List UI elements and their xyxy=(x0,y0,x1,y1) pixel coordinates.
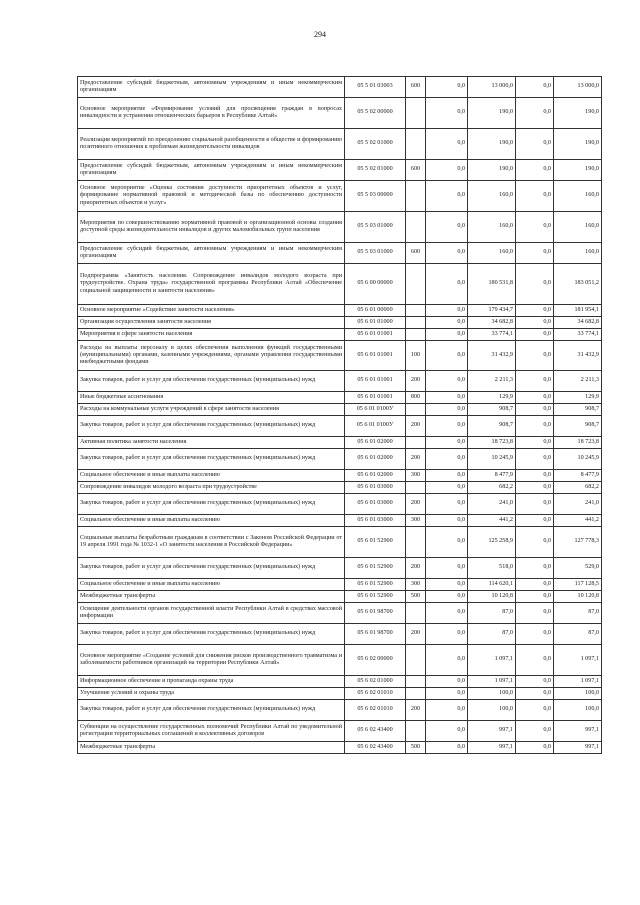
cell-code: 05 6 02 00000 xyxy=(345,645,406,676)
cell-v2: 190,0 xyxy=(468,129,516,160)
cell-v3: 0,0 xyxy=(516,603,554,624)
table-row xyxy=(78,470,602,482)
cell-v3: 0,0 xyxy=(516,470,554,482)
cell-name: Организация осуществления занятости населения xyxy=(78,317,345,329)
cell-vr: 600 xyxy=(406,243,426,264)
cell-vr: 200 xyxy=(406,416,426,437)
cell-v1: 0,0 xyxy=(426,329,468,341)
cell-vr xyxy=(406,305,426,317)
cell-v2: 100,0 xyxy=(468,688,516,700)
table-row xyxy=(78,329,602,341)
cell-code: 05 6 01 01001 xyxy=(345,329,406,341)
table-row xyxy=(78,437,602,449)
cell-code: 05 5 02 01000 xyxy=(345,129,406,160)
cell-vr xyxy=(406,676,426,688)
cell-v1: 0,0 xyxy=(426,449,468,470)
cell-name: Закупка товаров, работ и услуг для обеспечения государственных (муниципальных) нужд xyxy=(78,558,345,579)
cell-v3: 0,0 xyxy=(516,676,554,688)
table-row xyxy=(78,181,602,212)
cell-vr xyxy=(406,482,426,494)
cell-code: 05 5 02 00000 xyxy=(345,98,406,129)
cell-v3: 0,0 xyxy=(516,264,554,305)
cell-v1: 0,0 xyxy=(426,317,468,329)
cell-v4: 529,0 xyxy=(554,558,602,579)
cell-v4: 160,0 xyxy=(554,181,602,212)
cell-code: 05 6 01 98700 xyxy=(345,603,406,624)
cell-v3: 0,0 xyxy=(516,515,554,527)
cell-vr: 100 xyxy=(406,341,426,371)
cell-v2: 87,0 xyxy=(468,624,516,645)
cell-v1: 0,0 xyxy=(426,77,468,98)
cell-name: Субвенции на осуществление государственных полномочий Республики Алтай по уведомительной регистрации территориальных соглашений и коллективных договоров xyxy=(78,721,345,742)
cell-v4: 190,0 xyxy=(554,129,602,160)
cell-v2: 160,0 xyxy=(468,243,516,264)
cell-v2: 114 620,1 xyxy=(468,579,516,591)
cell-v3: 0,0 xyxy=(516,624,554,645)
cell-v2: 100,0 xyxy=(468,700,516,721)
cell-name: Реализация мероприятий по преодолению социальной разобщенности в обществе и формированию позитивного отношения к проблемам жизнедеятельности инвалидов xyxy=(78,129,345,160)
table-row xyxy=(78,527,602,558)
table-row xyxy=(78,160,602,181)
cell-v3: 0,0 xyxy=(516,160,554,181)
cell-v1: 0,0 xyxy=(426,470,468,482)
table-row xyxy=(78,676,602,688)
cell-code: 05 6 01 98700 xyxy=(345,624,406,645)
table-row xyxy=(78,212,602,243)
cell-v1: 0,0 xyxy=(426,645,468,676)
page-number: 294 xyxy=(314,30,326,39)
cell-v2: 682,2 xyxy=(468,482,516,494)
cell-code: 05 6 01 03000 xyxy=(345,515,406,527)
cell-v1: 0,0 xyxy=(426,579,468,591)
table-row xyxy=(78,579,602,591)
cell-v3: 0,0 xyxy=(516,437,554,449)
table-row xyxy=(78,305,602,317)
cell-v3: 0,0 xyxy=(516,494,554,515)
cell-v1: 0,0 xyxy=(426,212,468,243)
cell-v4: 190,0 xyxy=(554,160,602,181)
cell-v4: 10 120,8 xyxy=(554,591,602,603)
cell-v2: 13 000,0 xyxy=(468,77,516,98)
cell-vr: 200 xyxy=(406,558,426,579)
cell-v4: 908,7 xyxy=(554,416,602,437)
cell-v3: 0,0 xyxy=(516,129,554,160)
cell-v1: 0,0 xyxy=(426,482,468,494)
cell-v1: 0,0 xyxy=(426,624,468,645)
table-row xyxy=(78,98,602,129)
cell-name: Закупка товаров, работ и услуг для обеспечения государственных (муниципальных) нужд xyxy=(78,624,345,645)
cell-vr xyxy=(406,404,426,416)
cell-vr xyxy=(406,688,426,700)
cell-vr xyxy=(406,264,426,305)
cell-name: Освещение деятельности органов государственной власти Республики Алтай в средствах массовой информации xyxy=(78,603,345,624)
cell-v4: 190,0 xyxy=(554,98,602,129)
cell-v3: 0,0 xyxy=(516,371,554,392)
cell-v1: 0,0 xyxy=(426,515,468,527)
cell-vr: 300 xyxy=(406,515,426,527)
cell-v4: 183 051,2 xyxy=(554,264,602,305)
cell-v1: 0,0 xyxy=(426,603,468,624)
cell-v3: 0,0 xyxy=(516,341,554,371)
cell-name: Активная политика занятости населения xyxy=(78,437,345,449)
cell-v1: 0,0 xyxy=(426,676,468,688)
cell-code: 05 6 02 43400 xyxy=(345,721,406,742)
cell-v2: 125 258,9 xyxy=(468,527,516,558)
cell-name: Информационное обеспечение и пропаганда охраны труда xyxy=(78,676,345,688)
cell-name: Расходы на выплаты персоналу в целях обеспечения выполнения функций государственными (муниципальными) органами, казенными учреждениями, органами управления государственными внебюджетными фондами xyxy=(78,341,345,371)
cell-v3: 0,0 xyxy=(516,558,554,579)
cell-v4: 997,1 xyxy=(554,721,602,742)
cell-code: 05 6 00 00000 xyxy=(345,264,406,305)
cell-v4: 10 245,9 xyxy=(554,449,602,470)
cell-v3: 0,0 xyxy=(516,449,554,470)
cell-v1: 0,0 xyxy=(426,527,468,558)
cell-v4: 127 778,3 xyxy=(554,527,602,558)
cell-v4: 181 954,1 xyxy=(554,305,602,317)
cell-code: 05 6 01 02000 xyxy=(345,449,406,470)
cell-name: Иные бюджетные ассигнования xyxy=(78,392,345,404)
cell-v2: 33 774,1 xyxy=(468,329,516,341)
cell-vr xyxy=(406,603,426,624)
cell-code: 05 6 01 01000 xyxy=(345,317,406,329)
cell-v2: 908,7 xyxy=(468,404,516,416)
cell-vr: 600 xyxy=(406,77,426,98)
cell-v3: 0,0 xyxy=(516,591,554,603)
cell-vr: 300 xyxy=(406,470,426,482)
cell-v1: 0,0 xyxy=(426,341,468,371)
cell-v4: 129,9 xyxy=(554,392,602,404)
cell-v4: 31 432,9 xyxy=(554,341,602,371)
table-row xyxy=(78,645,602,676)
cell-v1: 0,0 xyxy=(426,721,468,742)
cell-v3: 0,0 xyxy=(516,721,554,742)
table-row xyxy=(78,77,602,98)
cell-code: 05 6 02 43400 xyxy=(345,742,406,754)
cell-v4: 100,0 xyxy=(554,700,602,721)
cell-v4: 33 774,1 xyxy=(554,329,602,341)
cell-v3: 0,0 xyxy=(516,212,554,243)
cell-name: Социальное обеспечение и иные выплаты населению xyxy=(78,515,345,527)
cell-v1: 0,0 xyxy=(426,98,468,129)
table-row xyxy=(78,494,602,515)
cell-code: 05 6 01 01001 xyxy=(345,392,406,404)
table-row xyxy=(78,404,602,416)
cell-code: 05 6 01 0100У xyxy=(345,404,406,416)
cell-v1: 0,0 xyxy=(426,700,468,721)
cell-vr: 800 xyxy=(406,392,426,404)
cell-name: Закупка товаров, работ и услуг для обеспечения государственных (муниципальных) нужд xyxy=(78,449,345,470)
cell-v4: 100,0 xyxy=(554,688,602,700)
table-row xyxy=(78,416,602,437)
cell-v3: 0,0 xyxy=(516,416,554,437)
cell-v4: 8 477,9 xyxy=(554,470,602,482)
table-row xyxy=(78,371,602,392)
cell-name: Предоставление субсидий бюджетным, автономным учреждениям и иным некоммерческим организациям xyxy=(78,160,345,181)
cell-vr xyxy=(406,437,426,449)
cell-v3: 0,0 xyxy=(516,700,554,721)
cell-v1: 0,0 xyxy=(426,416,468,437)
cell-vr xyxy=(406,329,426,341)
cell-code: 05 6 01 02000 xyxy=(345,437,406,449)
cell-v2: 34 682,8 xyxy=(468,317,516,329)
cell-v4: 160,0 xyxy=(554,243,602,264)
cell-code: 05 6 01 01001 xyxy=(345,341,406,371)
cell-name: Закупка товаров, работ и услуг для обеспечения государственных (муниципальных) нужд xyxy=(78,700,345,721)
cell-code: 05 6 02 01010 xyxy=(345,700,406,721)
cell-vr: 200 xyxy=(406,449,426,470)
cell-v1: 0,0 xyxy=(426,305,468,317)
cell-vr xyxy=(406,721,426,742)
cell-v2: 179 434,7 xyxy=(468,305,516,317)
cell-v4: 1 097,1 xyxy=(554,645,602,676)
cell-v4: 87,0 xyxy=(554,624,602,645)
cell-code: 05 5 03 00000 xyxy=(345,181,406,212)
cell-v2: 518,0 xyxy=(468,558,516,579)
cell-name: Мероприятия по совершенствованию нормативной правовой и организационной основы создания доступной среды жизнедеятельности инвалидов и других маломобильных групп населения xyxy=(78,212,345,243)
cell-vr: 200 xyxy=(406,700,426,721)
cell-v2: 241,0 xyxy=(468,494,516,515)
cell-v4: 441,2 xyxy=(554,515,602,527)
cell-code: 05 6 01 52900 xyxy=(345,527,406,558)
cell-v3: 0,0 xyxy=(516,527,554,558)
cell-v2: 18 723,8 xyxy=(468,437,516,449)
table-row xyxy=(78,392,602,404)
cell-code: 05 6 01 52900 xyxy=(345,558,406,579)
cell-name: Предоставление субсидий бюджетным, автономным учреждениям и иным некоммерческим организациям xyxy=(78,77,345,98)
budget-table-body xyxy=(78,77,602,754)
table-row xyxy=(78,243,602,264)
cell-code: 05 6 01 52900 xyxy=(345,579,406,591)
cell-v1: 0,0 xyxy=(426,129,468,160)
cell-v2: 997,1 xyxy=(468,742,516,754)
cell-v3: 0,0 xyxy=(516,645,554,676)
cell-v1: 0,0 xyxy=(426,392,468,404)
cell-code: 05 6 01 00000 xyxy=(345,305,406,317)
cell-v4: 2 211,3 xyxy=(554,371,602,392)
cell-v4: 682,2 xyxy=(554,482,602,494)
cell-v2: 160,0 xyxy=(468,212,516,243)
cell-code: 05 6 01 01001 xyxy=(345,371,406,392)
cell-v2: 997,1 xyxy=(468,721,516,742)
cell-vr: 200 xyxy=(406,624,426,645)
table-row xyxy=(78,688,602,700)
cell-code: 05 5 02 01000 xyxy=(345,160,406,181)
cell-v3: 0,0 xyxy=(516,317,554,329)
cell-v4: 241,0 xyxy=(554,494,602,515)
cell-name: Закупка товаров, работ и услуг для обеспечения государственных (муниципальных) нужд xyxy=(78,494,345,515)
cell-vr: 200 xyxy=(406,371,426,392)
cell-name: Основное мероприятие «Формирование условий для просвещения граждан в вопросах инвалидности и устранения отношенческих барьеров в Республике Алтай» xyxy=(78,98,345,129)
cell-v3: 0,0 xyxy=(516,181,554,212)
cell-name: Межбюджетные трансферты xyxy=(78,591,345,603)
cell-v4: 34 682,8 xyxy=(554,317,602,329)
table-row xyxy=(78,591,602,603)
table-row xyxy=(78,742,602,754)
table-row xyxy=(78,264,602,305)
cell-code: 05 6 01 03000 xyxy=(345,494,406,515)
cell-v3: 0,0 xyxy=(516,98,554,129)
cell-v3: 0,0 xyxy=(516,742,554,754)
cell-vr: 600 xyxy=(406,160,426,181)
cell-v1: 0,0 xyxy=(426,264,468,305)
cell-v3: 0,0 xyxy=(516,579,554,591)
cell-name: Закупка товаров, работ и услуг для обеспечения государственных (муниципальных) нужд xyxy=(78,371,345,392)
cell-name: Основное мероприятие «Оценка состояния доступности приоритетных объектов и услуг, формирование нормативной правовой и методической базы по обеспечению доступности приоритетных объектов и услуг» xyxy=(78,181,345,212)
cell-v4: 908,7 xyxy=(554,404,602,416)
cell-v1: 0,0 xyxy=(426,243,468,264)
cell-name: Расходы на коммунальные услуги учреждений в сфере занятости населения xyxy=(78,404,345,416)
cell-vr: 500 xyxy=(406,591,426,603)
cell-v2: 1 097,1 xyxy=(468,645,516,676)
cell-v2: 87,0 xyxy=(468,603,516,624)
cell-v1: 0,0 xyxy=(426,371,468,392)
cell-name: Основное мероприятие «Создание условий для снижения рисков производственного травматизма и заболеваемости работников организаций на территории Республики Алтай» xyxy=(78,645,345,676)
cell-v4: 87,0 xyxy=(554,603,602,624)
cell-vr xyxy=(406,645,426,676)
cell-v2: 160,0 xyxy=(468,181,516,212)
table-row xyxy=(78,700,602,721)
cell-name: Сопровождение инвалидов молодого возраста при трудоустройстве xyxy=(78,482,345,494)
cell-code: 05 6 02 01010 xyxy=(345,688,406,700)
cell-v4: 117 128,5 xyxy=(554,579,602,591)
table-row xyxy=(78,515,602,527)
cell-v3: 0,0 xyxy=(516,392,554,404)
cell-v3: 0,0 xyxy=(516,243,554,264)
cell-v4: 18 723,8 xyxy=(554,437,602,449)
table-row xyxy=(78,449,602,470)
cell-vr xyxy=(406,212,426,243)
cell-name: Основное мероприятие «Содействие занятости населения» xyxy=(78,305,345,317)
cell-v3: 0,0 xyxy=(516,482,554,494)
cell-vr: 200 xyxy=(406,494,426,515)
cell-v3: 0,0 xyxy=(516,305,554,317)
cell-v3: 0,0 xyxy=(516,404,554,416)
cell-name: Социальное обеспечение и иные выплаты населению xyxy=(78,579,345,591)
cell-v4: 1 097,1 xyxy=(554,676,602,688)
cell-v4: 160,0 xyxy=(554,212,602,243)
budget-table xyxy=(77,76,602,754)
cell-v1: 0,0 xyxy=(426,558,468,579)
table-row xyxy=(78,624,602,645)
cell-v1: 0,0 xyxy=(426,688,468,700)
cell-v2: 2 211,3 xyxy=(468,371,516,392)
cell-v4: 997,1 xyxy=(554,742,602,754)
cell-name: Закупка товаров, работ и услуг для обеспечения государственных (муниципальных) нужд xyxy=(78,416,345,437)
cell-vr xyxy=(406,129,426,160)
cell-v1: 0,0 xyxy=(426,404,468,416)
cell-v2: 8 477,9 xyxy=(468,470,516,482)
cell-vr: 300 xyxy=(406,579,426,591)
cell-code: 05 6 01 0100У xyxy=(345,416,406,437)
cell-vr xyxy=(406,98,426,129)
cell-vr xyxy=(406,181,426,212)
cell-v3: 0,0 xyxy=(516,688,554,700)
cell-v2: 908,7 xyxy=(468,416,516,437)
cell-name: Социальное обеспечение и иные выплаты населению xyxy=(78,470,345,482)
cell-v1: 0,0 xyxy=(426,742,468,754)
cell-v4: 13 000,0 xyxy=(554,77,602,98)
cell-name: Мероприятия в сфере занятости населения xyxy=(78,329,345,341)
table-row xyxy=(78,129,602,160)
table-row xyxy=(78,341,602,371)
cell-vr: 500 xyxy=(406,742,426,754)
cell-v1: 0,0 xyxy=(426,591,468,603)
table-row xyxy=(78,721,602,742)
cell-v2: 190,0 xyxy=(468,160,516,181)
cell-v2: 1 097,1 xyxy=(468,676,516,688)
cell-v1: 0,0 xyxy=(426,160,468,181)
cell-code: 05 5 03 01000 xyxy=(345,243,406,264)
table-row xyxy=(78,603,602,624)
cell-v3: 0,0 xyxy=(516,329,554,341)
table-row xyxy=(78,558,602,579)
cell-v2: 129,9 xyxy=(468,392,516,404)
cell-v3: 0,0 xyxy=(516,77,554,98)
cell-vr xyxy=(406,527,426,558)
cell-v2: 10 245,9 xyxy=(468,449,516,470)
cell-vr xyxy=(406,317,426,329)
cell-v1: 0,0 xyxy=(426,437,468,449)
cell-name: Улучшение условий и охраны труда xyxy=(78,688,345,700)
cell-code: 05 6 01 03000 xyxy=(345,482,406,494)
cell-code: 05 5 03 01000 xyxy=(345,212,406,243)
cell-name: Социальные выплаты безработным гражданам в соответствии с Законом Российской Федерации от 19 апреля 1991 года № 1032-1 «О занятости населения в Российской Федерации» xyxy=(78,527,345,558)
table-row xyxy=(78,317,602,329)
cell-code: 05 5 01 03003 xyxy=(345,77,406,98)
cell-v1: 0,0 xyxy=(426,181,468,212)
cell-v2: 31 432,9 xyxy=(468,341,516,371)
cell-code: 05 6 01 52900 xyxy=(345,591,406,603)
cell-name: Подпрограмма «Занятость населения. Сопровождение инвалидов молодого возраста при трудоустройстве. Охрана труда» государственной программы Республики Алтай «Обеспечение социальной защищенности и занятости населения» xyxy=(78,264,345,305)
cell-name: Предоставление субсидий бюджетным, автономным учреждениям и иным некоммерческим организациям xyxy=(78,243,345,264)
table-row xyxy=(78,482,602,494)
cell-code: 05 6 02 01000 xyxy=(345,676,406,688)
cell-v1: 0,0 xyxy=(426,494,468,515)
cell-v2: 10 120,8 xyxy=(468,591,516,603)
cell-v2: 441,2 xyxy=(468,515,516,527)
cell-v2: 190,0 xyxy=(468,98,516,129)
cell-v2: 180 531,8 xyxy=(468,264,516,305)
cell-name: Межбюджетные трансферты xyxy=(78,742,345,754)
cell-code: 05 6 01 02000 xyxy=(345,470,406,482)
